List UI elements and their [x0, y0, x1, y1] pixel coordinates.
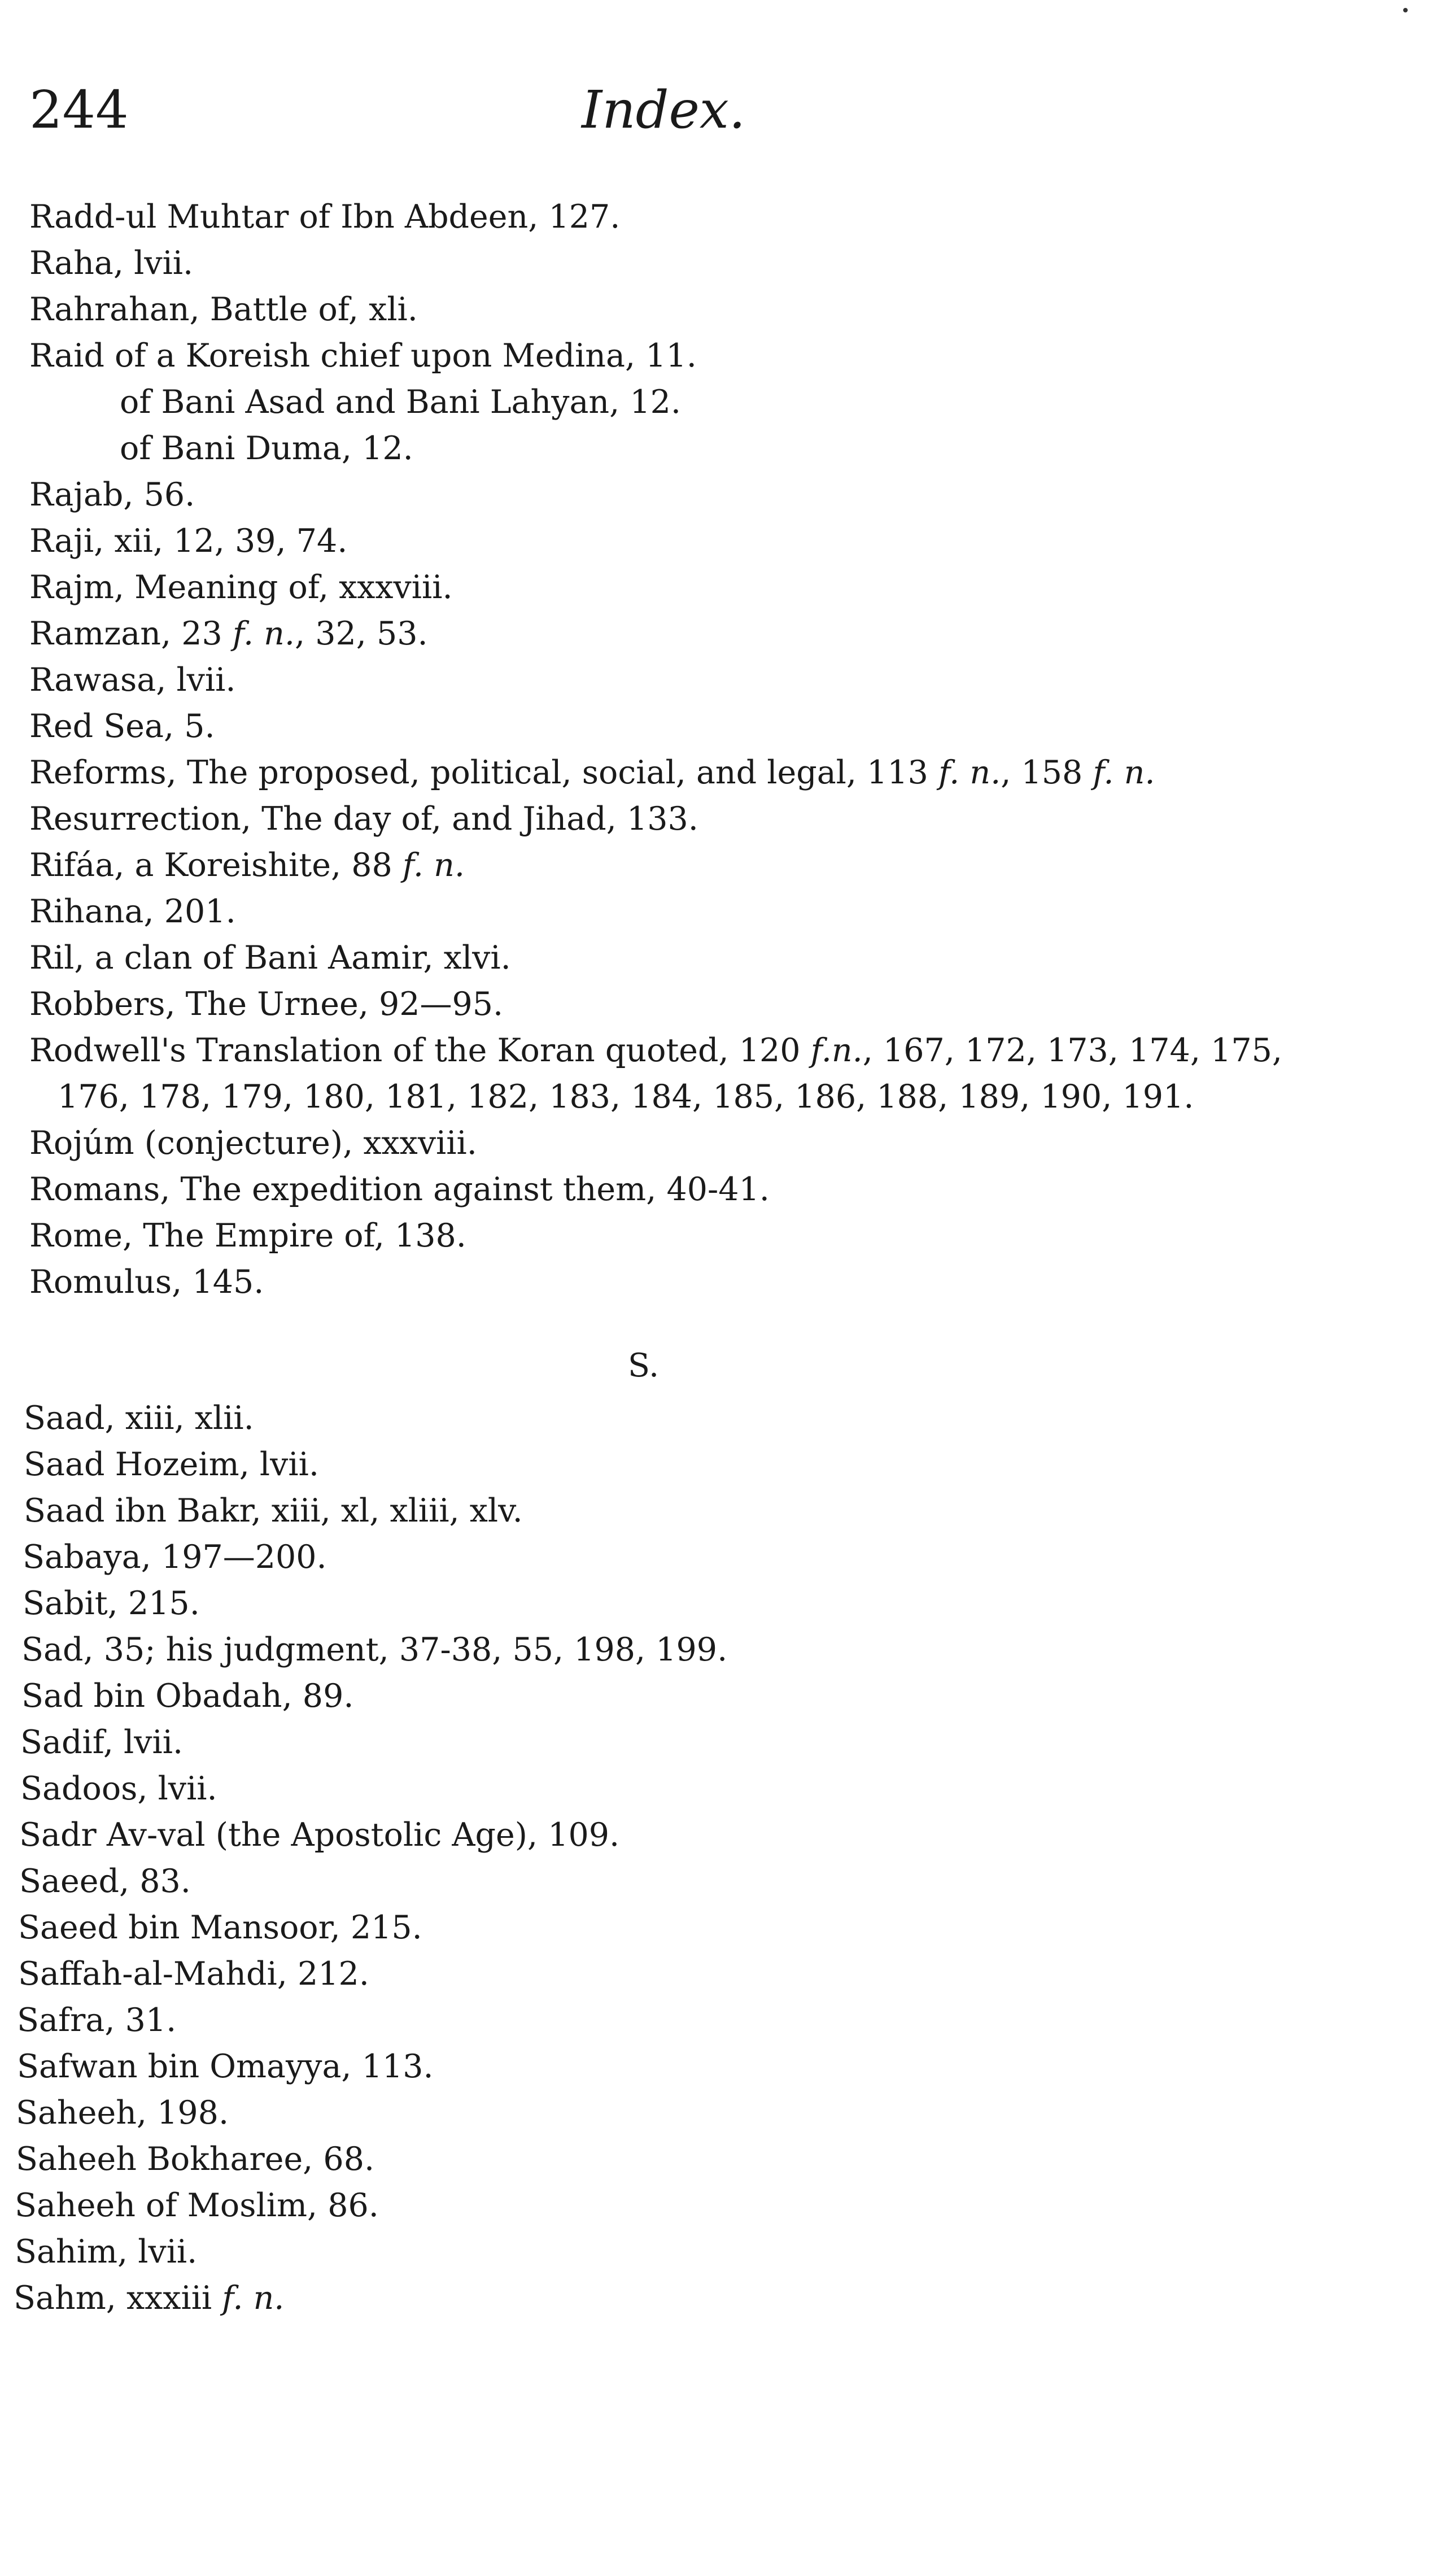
index-entry: Sabaya, 197—200.: [23, 1538, 327, 1576]
index-entry: Sad, 35; his judgment, 37-38, 55, 198, 199.: [21, 1631, 728, 1668]
index-entry: Sad bin Obadah, 89.: [21, 1677, 354, 1715]
stray-mark: [1403, 8, 1408, 12]
index-entry: Rifáa, a Koreishite, 88 f. n.: [29, 847, 465, 884]
index-entry: Saheeh Bokharee, 68.: [16, 2141, 375, 2178]
index-entry: Saheeh, 198.: [16, 2094, 229, 2132]
index-entry: Raha, lvii.: [29, 245, 194, 282]
index-entry: Sadif, lvii.: [20, 1724, 184, 1761]
index-entry: Saad ibn Bakr, xiii, xl, xliii, xlv.: [24, 1492, 523, 1529]
index-entry: Saad, xiii, xlii.: [24, 1400, 254, 1437]
page-number: 244: [29, 80, 129, 140]
index-entry: Rahrahan, Battle of, xli.: [29, 291, 418, 328]
index-entry: Saffah-al-Mahdi, 212.: [18, 1955, 369, 1993]
index-entry: Safra, 31.: [17, 2002, 177, 2039]
index-entry: Rajm, Meaning of, xxxviii.: [29, 569, 453, 606]
index-entry: Safwan bin Omayya, 113.: [17, 2048, 434, 2085]
running-title: Index.: [582, 80, 746, 140]
index-entry: Sabit, 215.: [23, 1585, 200, 1622]
page-header: [0, 79, 1441, 141]
index-entry: Raid of a Koreish chief upon Medina, 11.: [29, 337, 697, 374]
index-entry-continuation: 176, 178, 179, 180, 181, 182, 183, 184, 185, 186, 188, 189, 190, 191.: [58, 1078, 1194, 1115]
index-entry: Red Sea, 5.: [29, 708, 215, 745]
index-entry: Robbers, The Urnee, 92—95.: [29, 986, 504, 1023]
index-entry: Rawasa, lvii.: [29, 661, 236, 699]
index-entry: Radd-ul Muhtar of Ibn Abdeen, 127.: [29, 198, 621, 236]
index-entry: Romans, The expedition against them, 40-41.: [29, 1171, 770, 1208]
index-entry: Resurrection, The day of, and Jihad, 133.: [29, 800, 698, 838]
index-entry: Sahim, lvii.: [15, 2233, 198, 2270]
index-entry: Sahm, xxxiii f. n.: [14, 2279, 285, 2317]
index-entry: Sadr Av-val (the Apostolic Age), 109.: [19, 1816, 620, 1854]
index-entry: Romulus, 145.: [29, 1263, 264, 1301]
index-entry: Saeed, 83.: [19, 1863, 191, 1900]
index-entry: Sadoos, lvii.: [20, 1770, 217, 1807]
index-entry: Saheeh of Moslim, 86.: [15, 2187, 379, 2224]
index-entry: Rajab, 56.: [29, 476, 195, 513]
index-entry: Ramzan, 23 f. n., 32, 53.: [29, 615, 428, 652]
section-heading-s: S.: [628, 1347, 660, 1384]
index-subentry: of Bani Duma, 12.: [120, 430, 413, 467]
index-entry: Raji, xii, 12, 39, 74.: [29, 522, 348, 560]
index-entry: Saeed bin Mansoor, 215.: [18, 1909, 422, 1946]
index-subentry: of Bani Asad and Bani Lahyan, 12.: [120, 383, 682, 421]
index-entry: Saad Hozeim, lvii.: [24, 1446, 319, 1483]
index-entry: Rodwell's Translation of the Koran quoted, 120 f.n., 167, 172, 173, 174, 175,: [29, 1032, 1282, 1069]
index-entry: Rojúm (conjecture), xxxviii.: [29, 1124, 477, 1162]
index-entry: Ril, a clan of Bani Aamir, xlvi.: [29, 939, 511, 977]
index-entry: Rome, The Empire of, 138.: [29, 1217, 466, 1254]
index-entry: Rihana, 201.: [29, 893, 236, 930]
index-entry: Reforms, The proposed, political, social, and legal, 113 f. n., 158 f. n.: [29, 754, 1155, 791]
